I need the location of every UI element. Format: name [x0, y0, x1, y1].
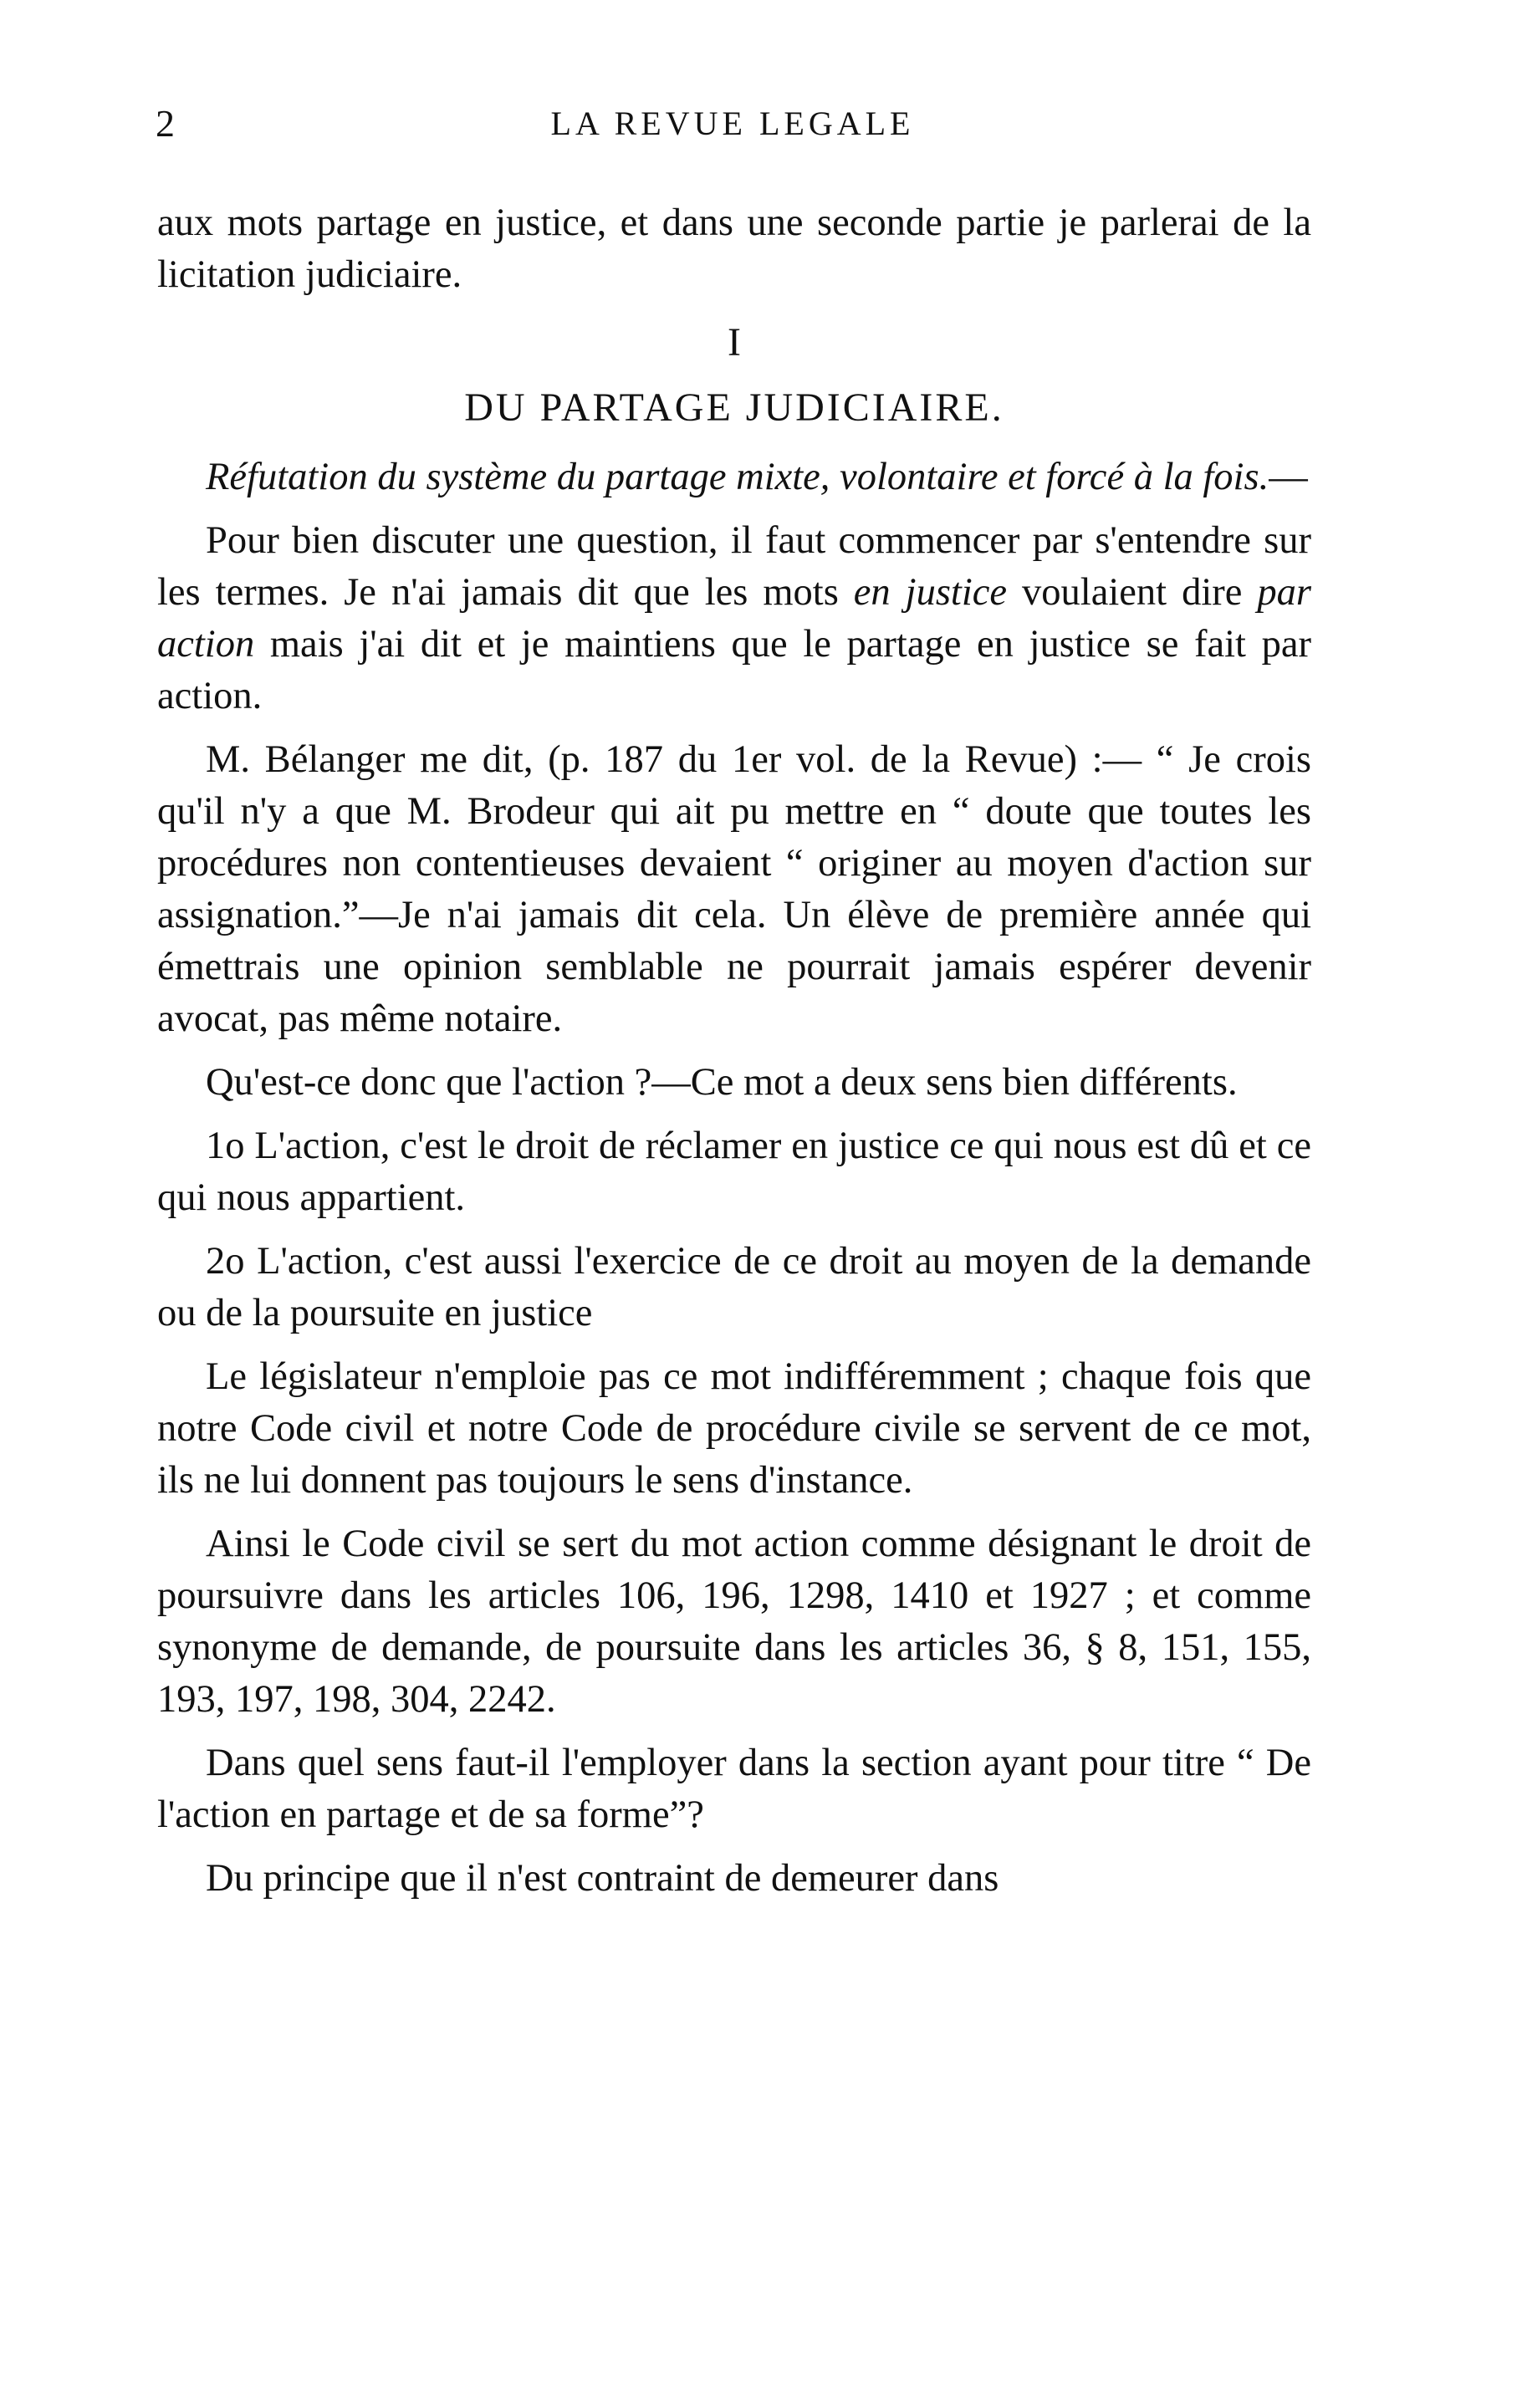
intro-paragraph: aux mots partage en justice, et dans une seconde partie je parlerai de la licitation judiciaire. [157, 202, 1311, 296]
section-subtitle-text: Réfutation du système du partage mixte, volontaire et forcé à la fois. [206, 456, 1269, 498]
paragraph-terms-emphasis-1: en justice [853, 571, 1008, 614]
paragraph-terms-part-a: Pour bien discuter une question, il faut commencer par s'entendre sur les termes. Je n'ai jamais dit que les mots [157, 519, 1311, 614]
paragraph-terms [157, 515, 1311, 722]
paragraph-terms-part-c: mais j'ai dit et je maintiens que le partage en justice se fait par action. [157, 623, 1311, 717]
paragraph-principle: Du principe que il n'est contraint de demeurer dans [206, 1857, 999, 1900]
paragraph-code-civil-articles: Ainsi le Code civil se sert du mot action comme désignant le droit de poursuivre dans les articles 106, 196, 1298, 1410 et 1927 ; et comme synonyme de demande, de poursuite dans les articles 36, § 8, 151, 155, 193, 197, 198, 304, 2242. [157, 1523, 1311, 1721]
section-number: I [728, 320, 741, 365]
section-subtitle-dash: — [1269, 456, 1308, 498]
page-header [156, 99, 1310, 149]
paragraph-terms-part-b: voulaient dire [1007, 571, 1258, 614]
body-text [157, 197, 1311, 1916]
section-title: DU PARTAGE JUDICIAIRE. [464, 385, 1004, 430]
page-number: 2 [156, 102, 175, 145]
paragraph-terms-emphasis-2: par action [157, 571, 1311, 666]
paragraph-legislator: Le législateur n'emploie pas ce mot indifféremment ; chaque fois que notre Code civil et notre Code de procédure civile se servent de ce mot, ils ne lui donnent pas toujours le sens d'instance. [157, 1355, 1311, 1502]
paragraph-action-sense-1: 1o L'action, c'est le droit de réclamer en justice ce qui nous est dû et ce qui nous appartient. [157, 1125, 1311, 1219]
section-subtitle [157, 452, 1311, 503]
paragraph-action-question: Qu'est-ce donc que l'action ?—Ce mot a deux sens bien différents. [206, 1061, 1238, 1104]
paragraph-belanger-quote: M. Bélanger me dit, (p. 187 du 1er vol. de la Revue) :— “ Je crois qu'il n'y a que M. Brodeur qui ait pu mettre en “ doute que toutes les procédures non contentieuses devaient “ originer au moyen d'action sur assignation.”—Je n'ai jamais dit cela. Un élève de première année qui émettrais une opinion semblable ne pourrait jamais espérer devenir avocat, pas même notaire. [157, 738, 1311, 1040]
paragraph-section-question: Dans quel sens faut-il l'employer dans la section ayant pour titre “ De l'action en partage et de sa forme”? [157, 1742, 1311, 1836]
running-title: LA REVUE LEGALE [550, 105, 915, 142]
paragraph-action-sense-2: 2o L'action, c'est aussi l'exercice de ce droit au moyen de la demande ou de la poursuite en justice [157, 1240, 1311, 1334]
